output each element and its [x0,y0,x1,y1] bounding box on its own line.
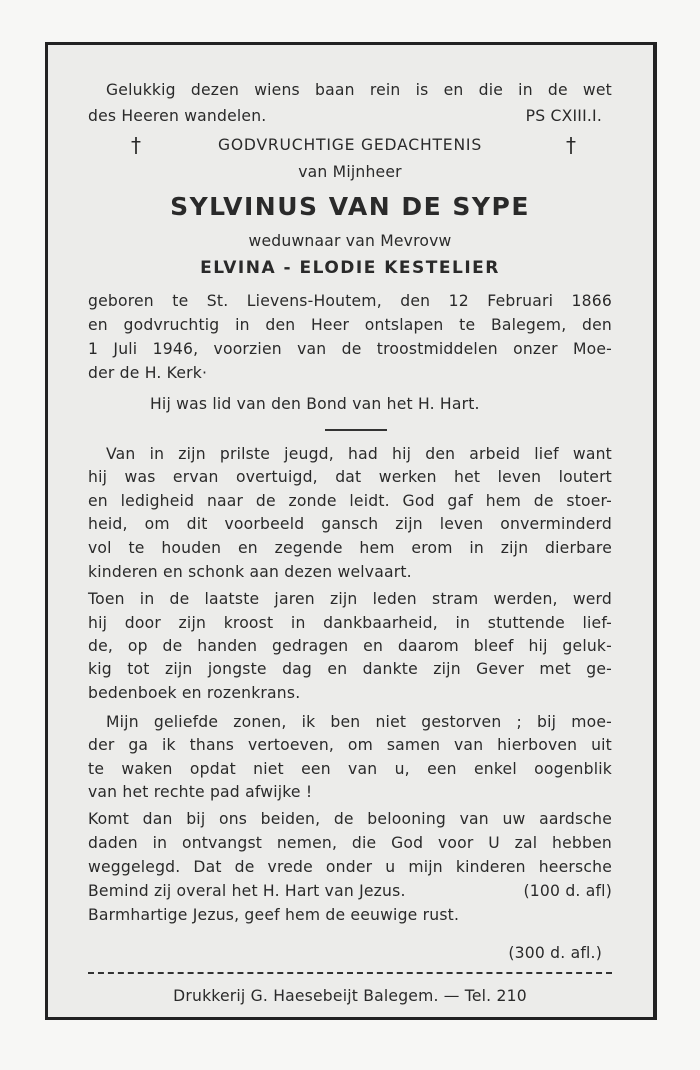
body-line: bedenboek en rozenkrans. [88,684,301,702]
body-line: Van in zijn prilste jeugd, had hij den arbeid lief want [106,445,612,463]
bio-line: geboren te St. Lievens-Houtem, den 12 Februari 1866 [88,292,612,310]
widower-of: weduwnaar van Mevrovw [248,232,452,250]
body-line: en ledigheid naar de zonde leidt. God gaf hem de stoer- [88,492,612,510]
body-line: hij door zijn kroost in dankbaarheid, in stuttende lief- [88,614,612,632]
deceased-name: SYLVINUS VAN DE SYPE [170,192,530,221]
epigraph-line-1: Gelukkig dezen wiens baan rein is en die in de wet [106,81,612,99]
body-line: van het rechte pad afwijke ! [88,783,313,801]
body-line: Toen in de laatste jaren zijn leden stram werden, werd [88,590,612,608]
cross-icon-left: † [131,133,141,157]
body-line: Bemind zij overal het H. Hart van Jezus. [88,882,406,900]
body-line: kig tot zijn jongste dag en dankte zijn Gever met ge- [88,660,612,678]
spouse-name: ELVINA - ELODIE KESTELIER [200,258,500,278]
body-line: de, op de handen gedragen en daarom bleef hij geluk- [88,637,612,655]
cross-icon-right: † [566,133,576,157]
footer-rule [88,972,612,974]
psalm-reference: PS CXIII.I. [525,107,602,125]
membership: Hij was lid van den Bond van het H. Hart. [150,395,480,413]
epigraph-line-2: des Heeren wandelen. [88,107,267,125]
indulgence-300: (300 d. afl.) [508,944,602,962]
printer-line: Drukkerij G. Haesebeijt Balegem. — Tel. 210 [173,987,527,1005]
body-line: der ga ik thans vertoeven, om samen van hierboven uit [88,736,612,754]
van-mijnheer: van Mijnheer [298,163,402,181]
body-line: weggelegd. Dat de vrede onder u mijn kinderen heersche [88,858,612,876]
indulgence-100: (100 d. afl) [523,882,612,900]
body-line: te waken opdat niet een van u, een enkel oogenblik [88,760,612,778]
bio-line: 1 Juli 1946, voorzien van de troostmiddelen onzer Moe- [88,340,612,358]
body-line: vol te houden en zegende hem erom in zijn dierbare [88,539,612,557]
divider [325,429,387,431]
body-line: heid, om dit voorbeeld gansch zijn leven onverminderd [88,515,612,533]
body-line: kinderen en schonk aan dezen welvaart. [88,563,412,581]
bio-line: der de H. Kerk· [88,364,208,382]
heading: GODVRUCHTIGE GEDACHTENIS [217,136,483,154]
body-line: Barmhartige Jezus, geef hem de eeuwige rust. [88,906,460,924]
body-line: hij was ervan overtuigd, dat werken het leven loutert [88,468,612,486]
body-line: daden in ontvangst nemen, die God voor U zal hebben [88,834,612,852]
body-line: Mijn geliefde zonen, ik ben niet gestorven ; bij moe- [106,713,612,731]
body-line: Komt dan bij ons beiden, de belooning van uw aardsche [88,810,612,828]
bio-line: en godvruchtig in den Heer ontslapen te Balegem, den [88,316,612,334]
